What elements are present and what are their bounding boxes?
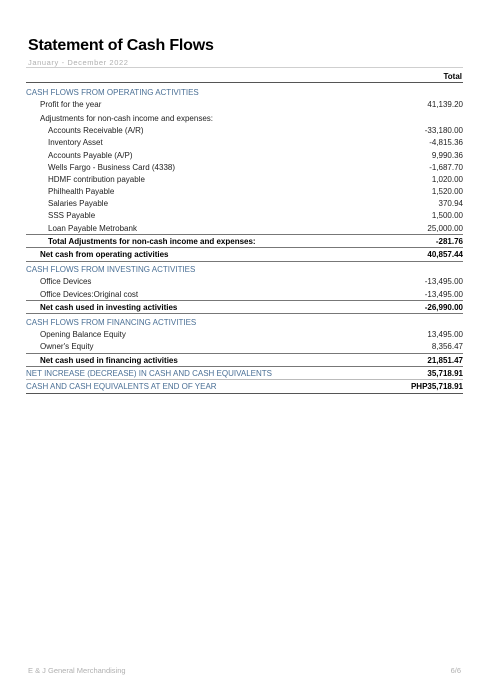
line-item-label: Loan Payable Metrobank xyxy=(48,223,137,233)
column-header-row xyxy=(26,70,463,83)
line-item-label: Wells Fargo - Business Card (4338) xyxy=(48,162,176,172)
line-item-label: Salaries Payable xyxy=(48,199,109,209)
line-item-row xyxy=(26,288,463,300)
line-item-value: -4,815.36 xyxy=(429,138,463,148)
line-item-value: -13,495.00 xyxy=(424,277,463,287)
net-investing-row: Net cash used in investing activities -26,990.00 xyxy=(26,300,463,314)
line-item-label: Philhealth Payable xyxy=(48,187,115,197)
line-item-row xyxy=(26,222,463,234)
line-item-row xyxy=(26,210,463,222)
line-item-label: Office Devices:Original cost xyxy=(40,289,139,299)
line-item-value: -1,687.70 xyxy=(429,162,463,172)
financing-items xyxy=(26,329,463,353)
line-item-row xyxy=(26,186,463,198)
line-item-row xyxy=(26,161,463,173)
line-item-row xyxy=(26,137,463,149)
line-item-label: Accounts Payable (A/P) xyxy=(48,150,133,160)
line-item-value: 1,020.00 xyxy=(431,174,463,184)
report-period: January - December 2022 xyxy=(28,58,129,67)
profit-row: Profit for the year 41,139.20 xyxy=(40,99,463,109)
line-item-row xyxy=(26,173,463,185)
line-item-row xyxy=(26,276,463,288)
line-item-row xyxy=(26,125,463,137)
net-financing-row: Net cash used in financing activities 21,851.47 xyxy=(26,353,463,367)
net-increase-row: NET INCREASE (DECREASE) IN CASH AND CASH EQUIVALENTS 35,718.91 xyxy=(26,367,463,380)
line-item-value: 13,495.00 xyxy=(427,330,463,340)
footer-company: E & J General Merchandising xyxy=(28,666,126,675)
line-item-label: Opening Balance Equity xyxy=(40,330,126,340)
header-divider xyxy=(26,67,463,68)
line-item-row xyxy=(26,198,463,210)
investing-section-heading: CASH FLOWS FROM INVESTING ACTIVITIES xyxy=(26,265,196,275)
adjustment-items xyxy=(26,125,463,235)
line-item-label: Inventory Asset xyxy=(48,138,103,148)
line-item-value: -33,180.00 xyxy=(424,126,463,136)
line-item-value: -13,495.00 xyxy=(424,289,463,299)
line-item-label: HDMF contribution payable xyxy=(48,174,145,184)
line-item-value: 8,356.47 xyxy=(431,342,463,352)
net-operating-row: Net cash from operating activities 40,857.44 xyxy=(26,247,463,261)
page-title: Statement of Cash Flows xyxy=(28,37,214,54)
line-item-row xyxy=(26,329,463,341)
line-item-value: 1,520.00 xyxy=(431,187,463,197)
cash-flow-table xyxy=(26,70,463,394)
financing-section-heading: CASH FLOWS FROM FINANCING ACTIVITIES xyxy=(26,317,197,327)
footer-page-number: 6/6 xyxy=(450,666,461,675)
line-item-value: 25,000.00 xyxy=(427,223,463,233)
total-column-header: Total xyxy=(443,71,462,81)
line-item-row xyxy=(26,341,463,353)
cash-end-of-year-row: CASH AND CASH EQUIVALENTS AT END OF YEAR PHP35,718.91 xyxy=(26,380,463,393)
adjustments-heading-row: Adjustments for non-cash income and expenses: xyxy=(40,113,213,123)
line-item-value: 370.94 xyxy=(438,199,463,209)
line-item-label: Owner's Equity xyxy=(40,342,94,352)
line-item-label: SSS Payable xyxy=(48,211,96,221)
total-adjustments-row: Total Adjustments for non-cash income and expenses: -281.76 xyxy=(26,234,463,247)
operating-section-heading: CASH FLOWS FROM OPERATING ACTIVITIES xyxy=(26,87,199,97)
line-item-value: 1,500.00 xyxy=(431,211,463,221)
investing-items xyxy=(26,276,463,300)
line-item-row xyxy=(26,149,463,161)
line-item-label: Accounts Receivable (A/R) xyxy=(48,126,144,136)
line-item-value: 9,990.36 xyxy=(431,150,463,160)
line-item-label: Office Devices xyxy=(40,277,92,287)
